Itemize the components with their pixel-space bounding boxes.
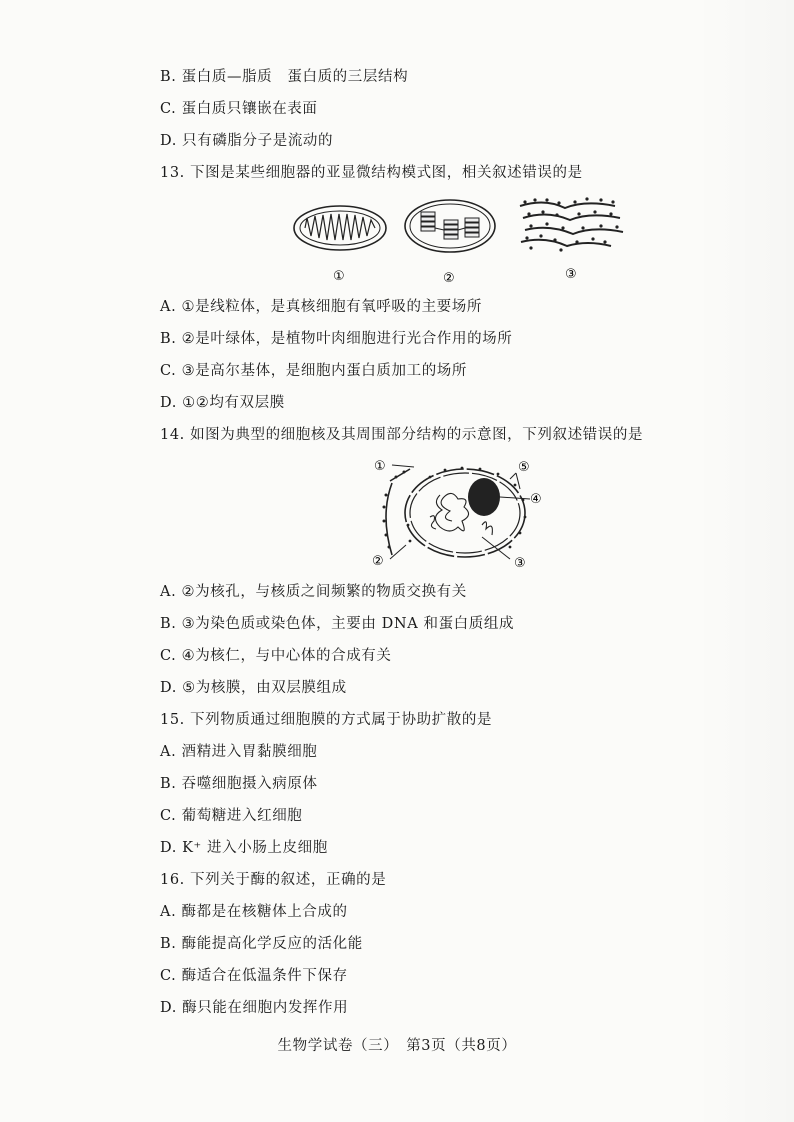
q13-option-a: A. ①是线粒体，是真核细胞有氧呼吸的主要场所 bbox=[160, 299, 482, 315]
q14-option-b: B. ③为染色质或染色体，主要由 DNA 和蛋白质组成 bbox=[160, 616, 515, 632]
q16-option-b: B. 酶能提高化学反应的活化能 bbox=[160, 936, 363, 952]
q13-option-d: D. ①②均有双层膜 bbox=[160, 395, 285, 411]
q15-stem: 15. 下列物质通过细胞膜的方式属于协助扩散的是 bbox=[160, 712, 493, 728]
q14-option-a: A. ②为核孔，与核质之间频繁的物质交换有关 bbox=[160, 584, 467, 600]
organelle-figure bbox=[285, 190, 645, 290]
q14-option-d: D. ⑤为核膜，由双层膜组成 bbox=[160, 680, 347, 696]
q15-option-c: C. 葡萄糖进入红细胞 bbox=[160, 808, 303, 824]
organelle-label-1: ① bbox=[333, 269, 345, 284]
nucleus-label-2: ② bbox=[372, 554, 384, 569]
organelle-label-2: ② bbox=[443, 271, 455, 286]
q16-option-a: A. 酶都是在核糖体上合成的 bbox=[160, 904, 348, 920]
q13-stem: 13. 下图是某些细胞器的亚显微结构模式图，相关叙述错误的是 bbox=[160, 165, 583, 181]
mitochondrion-drawing bbox=[294, 206, 386, 250]
rough-er-drawing bbox=[520, 197, 623, 251]
q16-option-c: C. 酶适合在低温条件下保存 bbox=[160, 968, 348, 984]
q16-stem: 16. 下列关于酶的叙述，正确的是 bbox=[160, 872, 387, 888]
q12-option-b: B. 蛋白质—脂质 蛋白质的三层结构 bbox=[160, 69, 409, 85]
chloroplast-drawing bbox=[405, 200, 495, 252]
nucleus-label-1: ① bbox=[374, 459, 386, 474]
q13-option-c: C. ③是高尔基体，是细胞内蛋白质加工的场所 bbox=[160, 363, 467, 379]
q12-option-d: D. 只有磷脂分子是流动的 bbox=[160, 133, 334, 149]
q13-option-b: B. ②是叶绿体，是植物叶肉细胞进行光合作用的场所 bbox=[160, 331, 513, 347]
q16-option-d: D. 酶只能在细胞内发挥作用 bbox=[160, 1000, 349, 1016]
scan-shadow bbox=[694, 0, 794, 1122]
q14-stem: 14. 如图为典型的细胞核及其周围部分结构的示意图，下列叙述错误的是 bbox=[160, 427, 644, 443]
q14-option-c: C. ④为核仁，与中心体的合成有关 bbox=[160, 648, 392, 664]
q15-option-d: D. K⁺ 进入小肠上皮细胞 bbox=[160, 840, 328, 856]
page-footer: 生物学试卷（三） 第3页（共8页） bbox=[277, 1038, 517, 1054]
q12-option-c: C. 蛋白质只镶嵌在表面 bbox=[160, 101, 318, 117]
q15-option-b: B. 吞噬细胞摄入病原体 bbox=[160, 776, 318, 792]
nucleus-label-5: ⑤ bbox=[518, 460, 530, 475]
q15-option-a: A. 酒精进入胃黏膜细胞 bbox=[160, 744, 318, 760]
nucleus-label-3: ③ bbox=[514, 556, 526, 571]
nucleus-label-4: ④ bbox=[530, 492, 542, 507]
organelle-label-3: ③ bbox=[565, 267, 577, 282]
nucleus-figure bbox=[370, 455, 570, 573]
